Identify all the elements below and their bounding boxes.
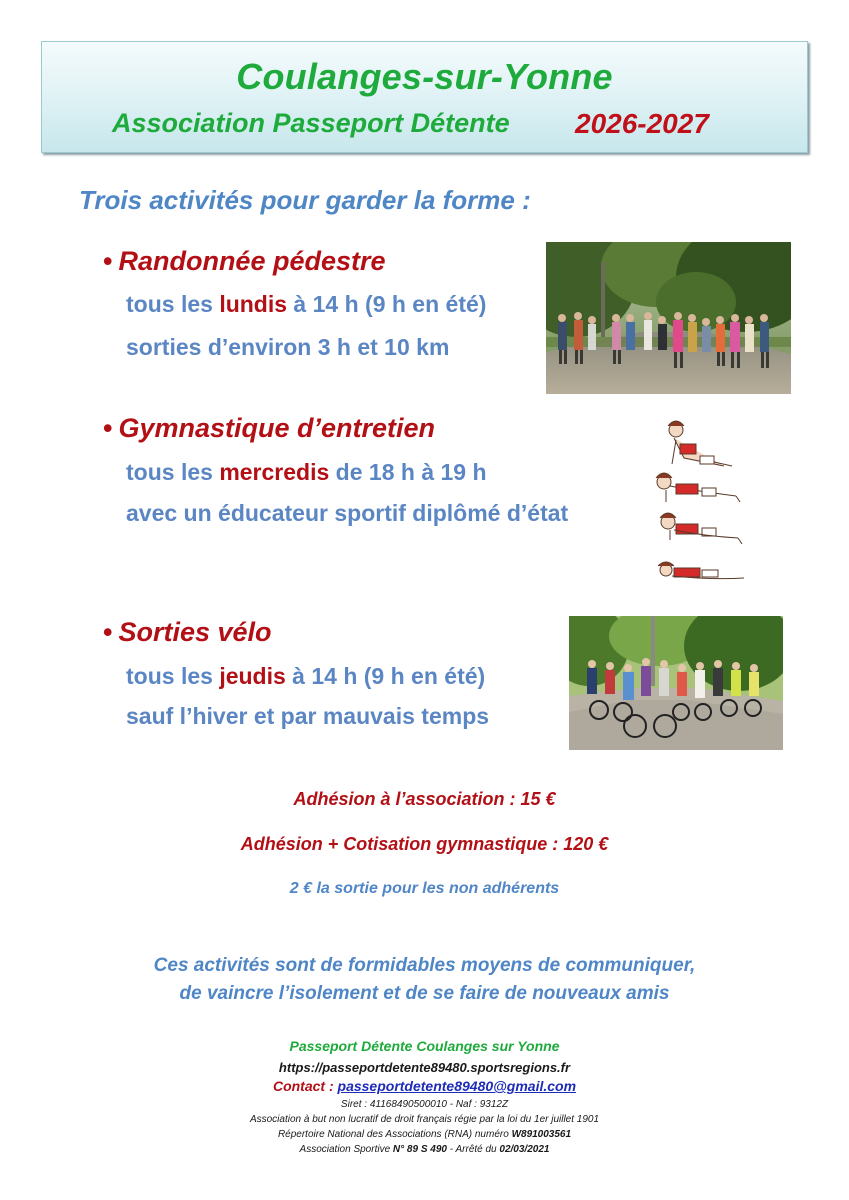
schedule-prefix: tous les [126,291,220,317]
rna-label: Répertoire National des Associations (RNA) numéro [277,1129,512,1140]
footer-siret: Siret : 41168490500010 - Naf : 9312Z [340,1099,509,1110]
activity-title-text: Sorties vélo [118,617,272,647]
activity-hiking-title [103,246,386,277]
schedule-time: à 14 h (9 h en été) [287,291,487,317]
contact-email-link[interactable]: passeportdetente89480@gmail.com [337,1078,577,1094]
hiking-group-photo [546,242,791,394]
rna-number: W891003561 [511,1129,572,1140]
footer-legal: Association à but non lucratif de droit français régie par la loi du 1er juillet 1901 [249,1114,600,1125]
membership-gym-price: Adhésion + Cotisation gymnastique : 120 € [240,834,609,854]
schedule-time: à 14 h (9 h en été) [285,663,486,689]
contact-label: Contact : [272,1078,338,1094]
activity-bike-detail: sauf l’hiver et par mauvais temps [126,703,490,729]
activity-bike-schedule [126,663,485,690]
activity-gym-title [103,413,435,444]
schedule-day: jeudis [219,663,286,689]
town-title: Coulanges-sur-Yonne [236,56,613,97]
activity-title-text: Randonnée pédestre [118,246,386,276]
activity-hiking-detail: sorties d’environ 3 h et 10 km [126,334,450,360]
footer-sport-registration [0,1144,849,1155]
bullet-point: • [103,413,113,443]
activity-bike-title [103,617,272,648]
pushup-exercise-drawing [646,416,752,586]
footer-rna [0,1129,849,1140]
season-year: 2026-2027 [575,108,709,139]
schedule-prefix: tous les [126,663,220,689]
non-member-price: 2 € la sortie pour les non adhérents [289,880,560,897]
cycling-group-photo [569,616,783,750]
sport-number: N° 89 S 490 [392,1144,447,1155]
intro-heading: Trois activités pour garder la forme : [79,185,531,215]
activity-gym-schedule [126,459,487,486]
membership-price: Adhésion à l’association : 15 € [293,789,556,809]
footer-association-name: Passeport Détente Coulanges sur Yonne [289,1038,560,1054]
footer-website-link[interactable]: https://passeportdetente89480.sportsregions.fr [278,1060,571,1075]
slogan-line-1: Ces activités sont de formidables moyens de communiquer, [153,955,696,976]
association-name: Association Passeport Détente [112,108,510,138]
activity-title-text: Gymnastique d’entretien [118,413,436,443]
header-banner [41,41,808,153]
sport-decree-date: 02/03/2021 [499,1144,550,1155]
slogan-line-2: de vaincre l’isolement et de se faire de nouveaux amis [179,983,670,1004]
bullet-point: • [103,246,113,276]
activity-gym-detail: avec un éducateur sportif diplômé d’état [126,500,569,526]
bullet-point: • [103,617,113,647]
sport-label: Association Sportive [299,1144,393,1155]
schedule-time: de 18 h à 19 h [329,459,487,485]
schedule-day: lundis [219,291,288,317]
sport-decree-label: - Arrêté du [446,1144,500,1155]
activity-hiking-schedule [126,291,486,318]
footer-contact [0,1078,849,1094]
schedule-prefix: tous les [126,459,220,485]
schedule-day: mercredis [219,459,330,485]
